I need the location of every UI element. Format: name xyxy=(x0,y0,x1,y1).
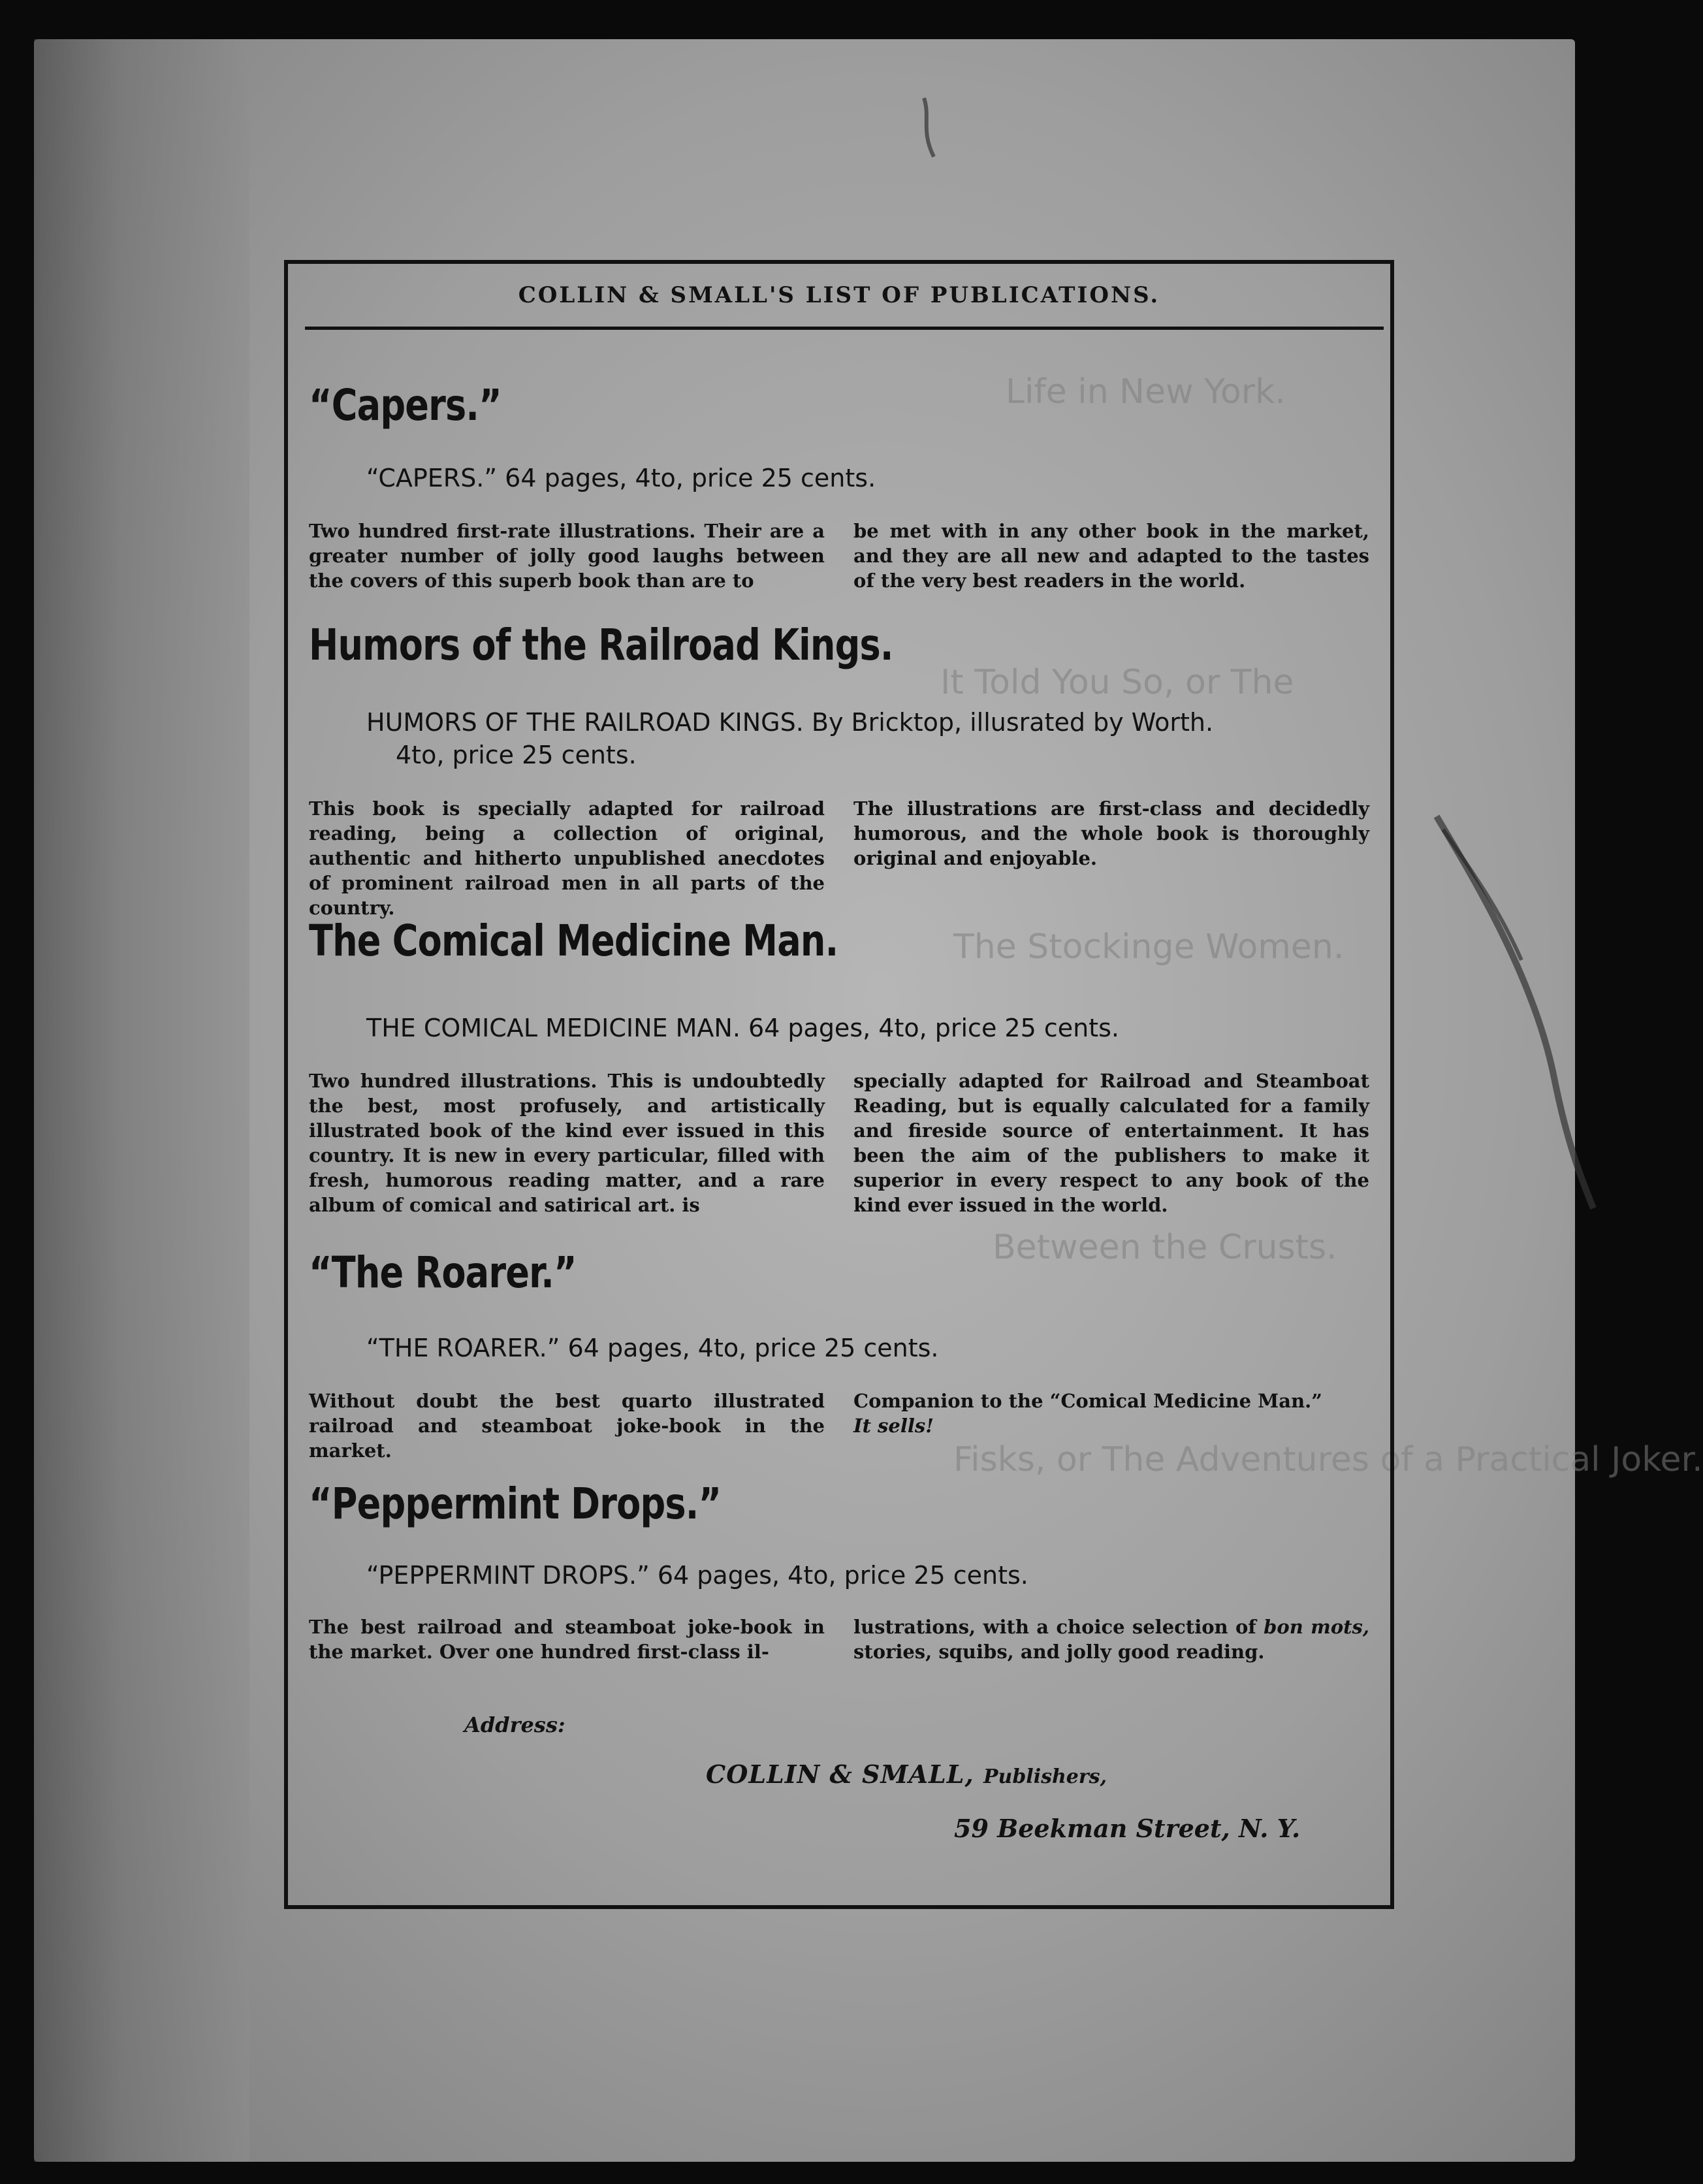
section-column-right-emphasis: It sells! xyxy=(853,1415,934,1437)
section-column-left: This book is specially adapted for railroad reading, being a collection of original, authentic and hitherto unpublished anecdotes of prominent railroad men in all parts of the country. xyxy=(309,797,825,919)
section-detail-continued: 4to, price 25 cents. xyxy=(396,741,637,769)
publications-panel xyxy=(284,260,1394,1909)
section-column-left: Two hundred first-rate illustrations. Their are a greater number of jolly good laughs between the covers of this superb book than are to xyxy=(309,520,825,592)
section-column-right: be met with in any other book in the market, and they are all new and adapted to the tastes of the very best readers in the world. xyxy=(853,520,1369,592)
section-detail: “CAPERS.” 64 pages, 4to, price 25 cents. xyxy=(366,464,876,492)
section-detail: HUMORS OF THE RAILROAD KINGS. By Bricktop, illusrated by Worth. xyxy=(366,708,1214,737)
section-title: “Capers.” xyxy=(309,380,501,430)
header-divider xyxy=(305,327,1384,330)
section-detail: “PEPPERMINT DROPS.” 64 pages, 4to, price 25 cents. xyxy=(366,1561,1028,1590)
section-column-left: The best railroad and steamboat joke-book in the market. Over one hundred first-class il- xyxy=(309,1616,825,1663)
section-title: The Comical Medicine Man. xyxy=(309,916,838,966)
bleed-through-text: Between the Crusts. xyxy=(993,1228,1337,1267)
section-detail: “THE ROARER.” 64 pages, 4to, price 25 cents. xyxy=(366,1334,939,1362)
section-column-right xyxy=(853,1389,1369,1438)
section-column-right xyxy=(853,1614,1369,1664)
section-column-left: Two hundred illustrations. This is undoubtedly the best, most profusely, and artistically illustrated book of the kind ever issued in this country. It is new in every particular, filled with fresh, humorous reading matter, and a rare album of comical and satirical art. is xyxy=(309,1070,825,1216)
section-column-right-text: Companion to the “Comical Medicine Man.” xyxy=(853,1390,1322,1412)
section-column-right: specially adapted for Railroad and Steamboat Reading, but is equally calculated for a family and fireside source of entertainment. It has been the aim of the publishers to make it superior in every respect to any book of the kind ever issued in the world. xyxy=(853,1070,1369,1216)
address-label: Address: xyxy=(464,1712,565,1737)
section-column-right-emphasis: bon mots, xyxy=(1264,1616,1369,1638)
section-title: “The Roarer.” xyxy=(309,1247,577,1298)
bleed-through-text: Life in New York. xyxy=(1006,372,1286,411)
section-column-right-text: stories, squibs, and jolly good reading. xyxy=(853,1641,1265,1663)
bleed-through-text: Fisks, or The Adventures of a Practical Joker. xyxy=(953,1440,1703,1479)
publisher-name xyxy=(706,1759,1107,1789)
section-column-right-text: lustrations, with a choice selection of xyxy=(853,1616,1256,1638)
publisher-name-text: COLLIN & SMALL, xyxy=(706,1759,974,1789)
publisher-street: 59 Beekman Street, N. Y. xyxy=(954,1814,1301,1843)
section-title: Humors of the Railroad Kings. xyxy=(309,620,893,670)
publisher-suffix: Publishers, xyxy=(983,1765,1107,1788)
list-header: COLLIN & SMALL'S LIST OF PUBLICATIONS. xyxy=(518,282,1160,308)
section-title: “Peppermint Drops.” xyxy=(309,1479,722,1529)
section-detail: THE COMICAL MEDICINE MAN. 64 pages, 4to, price 25 cents. xyxy=(366,1014,1119,1042)
bleed-through-text: The Stockinge Women. xyxy=(953,927,1345,967)
bleed-through-text: It Told You So, or The xyxy=(940,663,1294,702)
section-column-right: The illustrations are first-class and decidedly humorous, and the whole book is thoroughly original and enjoyable. xyxy=(853,797,1369,869)
section-column-left: Without doubt the best quarto illustrated railroad and steamboat joke-book in the market. xyxy=(309,1390,825,1462)
